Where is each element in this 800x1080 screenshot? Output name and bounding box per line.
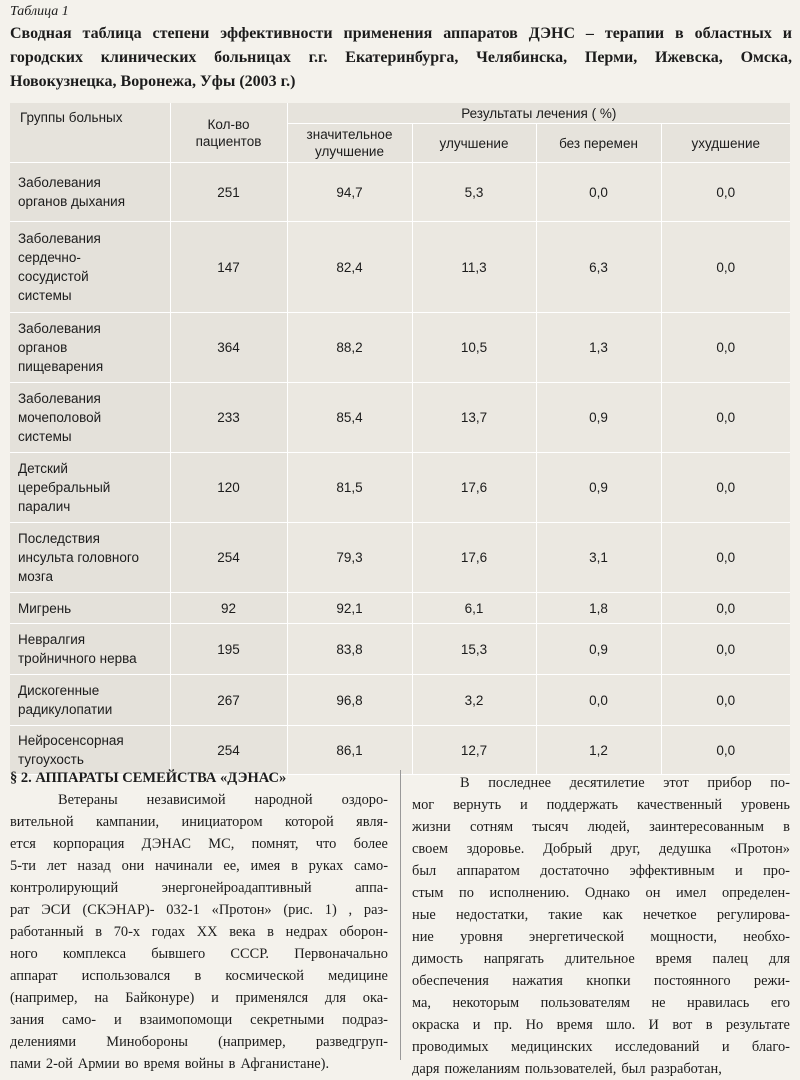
worsening-cell: 0,0 [661,593,790,624]
text-line: даря пожеланиям пользователей, был разработан, [412,1061,722,1077]
table-row [10,675,790,726]
improvement-cell: 11,3 [412,222,536,313]
no-change-cell: 1,3 [536,313,661,383]
significant-cell: 79,3 [287,523,412,593]
text-line: проводимых медицинских исследований и благо- [412,1039,790,1055]
text-line: ные недостатки, такие как нечеткое регулирова- [412,907,790,923]
table-row [10,593,790,624]
no-change-cell: 0,0 [536,675,661,726]
text-line: был аппаратом достаточно эффективным и про- [412,863,790,879]
no-change-cell: 6,3 [536,222,661,313]
improvement-cell: 5,3 [412,163,536,222]
header-results: Результаты лечения ( %) [287,103,790,124]
table-body [10,163,790,775]
significant-cell: 96,8 [287,675,412,726]
significant-cell: 81,5 [287,453,412,523]
text-line: работанный в 70-х годах XX века в недрах оборон- [10,924,388,940]
text-line: мог вернуть и поддержать качественный уровень [412,797,790,813]
text-line: окраска и пр. Но время шло. И вот в результате [412,1017,790,1033]
text-line: зания само- и взаимопомощи секретными подраз- [10,1012,388,1028]
improvement-cell: 6,1 [412,593,536,624]
header-significant: значительное улучшение [287,124,412,163]
improvement-cell: 15,3 [412,624,536,675]
significant-cell: 83,8 [287,624,412,675]
worsening-cell: 0,0 [661,523,790,593]
text-line: контролирующий энергонейроадаптивный аппа- [10,880,388,896]
text-line: обеспечения нажатия кнопки постоянного режи- [412,973,790,989]
patient-group-cell: Невралгия тройничного нерва [10,624,170,675]
table-caption: Таблица 1 [10,4,69,19]
table-title: Сводная таблица степени эффективности применения аппаратов ДЭНС – терапии в областных и городских клинических больницах г.г. Екатеринбурга, Челябинска, Перми, Ижевска, Омска, Новокузнецка, Воронежа, Уфы (2003 г.) [10,25,792,90]
no-change-cell: 0,9 [536,624,661,675]
text-line: стым по исполнению. Однако он имел определен- [412,885,790,901]
text-line: рат ЭСИ (СКЭНАР)- 032-1 «Протон» (рис. 1) , раз- [10,902,388,918]
patient-group-cell: Нейросенсорная тугоухость [10,726,170,775]
improvement-cell: 12,7 [412,726,536,775]
column-divider [400,770,401,1060]
text-line: пами 2-ой Армии во время войны в Афганистане). [10,1056,330,1072]
patient-group-cell: Заболевания мочеполовой системы [10,383,170,453]
worsening-cell: 0,0 [661,222,790,313]
table-row [10,523,790,593]
results-table-wrapper [10,103,790,775]
text-line: ется корпорация ДЭНАС МС, помнят, что более [10,836,388,852]
count-cell: 364 [170,313,287,383]
patient-group-cell: Заболевания сердечно- сосудистой системы [10,222,170,313]
significant-cell: 88,2 [287,313,412,383]
worsening-cell: 0,0 [661,726,790,775]
header-improvement: улучшение [412,124,536,163]
patient-group-cell: Заболевания органов пищеварения [10,313,170,383]
table-row [10,453,790,523]
count-cell: 92 [170,593,287,624]
worsening-cell: 0,0 [661,624,790,675]
worsening-cell: 0,0 [661,163,790,222]
improvement-cell: 13,7 [412,383,536,453]
count-cell: 120 [170,453,287,523]
text-line: ние уровня энергетической мощности, необхо- [412,929,790,945]
significant-cell: 82,4 [287,222,412,313]
no-change-cell: 0,0 [536,163,661,222]
count-cell: 233 [170,383,287,453]
text-line: (например, на Байконуре) и применялся для ока- [10,990,388,1006]
no-change-cell: 0,9 [536,453,661,523]
table-row [10,313,790,383]
count-cell: 254 [170,523,287,593]
worsening-cell: 0,0 [661,675,790,726]
results-table [10,103,790,775]
text-line: В последнее десятилетие этот прибор по- [460,775,790,791]
section-title: § 2. АППАРАТЫ СЕМЕЙСТВА «ДЭНАС» [10,770,287,786]
text-line: делениями Минобороны (например, разведгруп- [10,1034,388,1050]
header-count: Кол-во пациентов [170,103,287,163]
no-change-cell: 1,8 [536,593,661,624]
text-line: ма, некоторым пользователям не нравилась его [412,995,790,1011]
patient-group-cell: Мигрень [10,593,170,624]
worsening-cell: 0,0 [661,383,790,453]
header-no-change: без перемен [536,124,661,163]
table-row [10,222,790,313]
significant-cell: 92,1 [287,593,412,624]
text-line: жизни сотням тысяч людей, заинтересованным в [412,819,790,835]
table-row [10,624,790,675]
text-line: ного комплекса бывшего СССР. Первоначально [10,946,388,962]
table-row [10,383,790,453]
worsening-cell: 0,0 [661,313,790,383]
significant-cell: 94,7 [287,163,412,222]
patient-group-cell: Детский церебральный паралич [10,453,170,523]
count-cell: 195 [170,624,287,675]
count-cell: 147 [170,222,287,313]
no-change-cell: 0,9 [536,383,661,453]
text-line: 5-ти лет назад они начинали ее, имея в руках само- [10,858,388,874]
no-change-cell: 1,2 [536,726,661,775]
header-worsening: ухудшение [661,124,790,163]
table-row [10,726,790,775]
header-group: Группы больных [10,103,170,163]
significant-cell: 85,4 [287,383,412,453]
patient-group-cell: Заболевания органов дыхания [10,163,170,222]
text-line: своем здоровье. Добрый друг, дедушка «Протон» [412,841,790,857]
count-cell: 267 [170,675,287,726]
text-line: димость напрягать длительное время палец для [412,951,790,967]
table-header [10,103,790,163]
text-line: аппарат использовался в космической медицине [10,968,388,984]
significant-cell: 86,1 [287,726,412,775]
count-cell: 254 [170,726,287,775]
count-cell: 251 [170,163,287,222]
right-column-text [412,772,790,1080]
table-row [10,163,790,222]
improvement-cell: 3,2 [412,675,536,726]
improvement-cell: 17,6 [412,523,536,593]
no-change-cell: 3,1 [536,523,661,593]
patient-group-cell: Последствия инсульта головного мозга [10,523,170,593]
text-line: вительной кампании, инициатором которой явля- [10,814,388,830]
left-column-text [10,789,388,1075]
improvement-cell: 10,5 [412,313,536,383]
text-line: Ветераны независимой народной оздоро- [58,792,388,808]
worsening-cell: 0,0 [661,453,790,523]
patient-group-cell: Дискогенные радикулопатии [10,675,170,726]
improvement-cell: 17,6 [412,453,536,523]
